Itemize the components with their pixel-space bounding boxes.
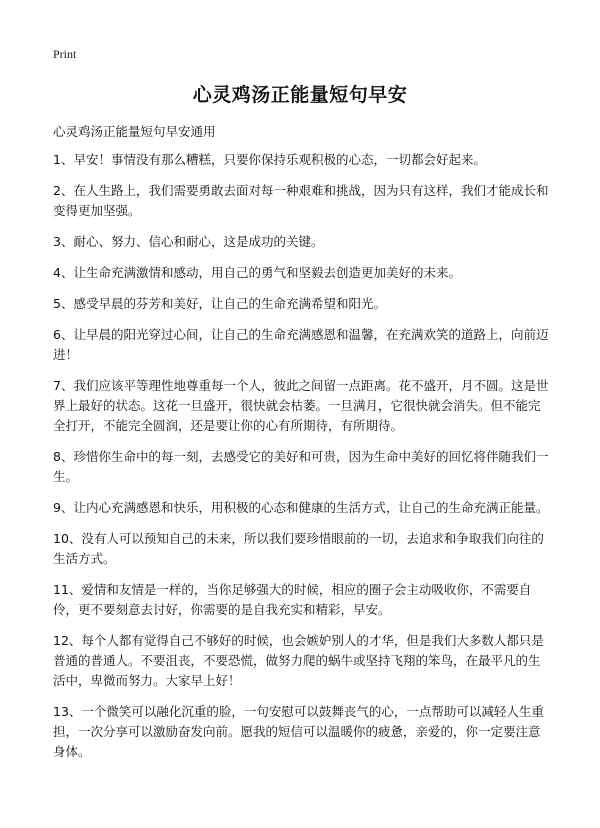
list-item: 11、爱情和友情是一样的，当你足够强大的时候，相应的圈子会主动吸收你，不需要自伶，更不要刻意去讨好，你需要的是自我充实和精彩，早安。 — [53, 582, 532, 617]
print-link[interactable]: Print — [53, 47, 77, 61]
list-item: 9、让内心充满感恩和快乐，用积极的心态和健康的生活方式，让自己的生命充满正能量。 — [53, 500, 549, 515]
list-item: 7、我们应该平等理性地尊重每一个人，彼此之间留一点距离。花不盛开，月不圆。这是世界上最好的状态。这花一旦盛开，很快就会枯萎。一旦满月，它很快就会消失。但不能完全打开，不能完全圆润，还是要让你的心有所期待，有所期待。 — [53, 378, 549, 433]
list-item: 8、珍惜你生命中的每一刻，去感受它的美好和可贵，因为生命中美好的回忆将伴随我们一生。 — [53, 449, 549, 484]
list-item: 2、在人生路上，我们需要勇敢去面对每一种艰难和挑战，因为只有这样，我们才能成长和变得更加坚强。 — [53, 183, 549, 218]
list-item: 6、让早晨的阳光穿过心间，让自己的生命充满感恩和温馨，在充满欢笑的道路上，向前迈进！ — [53, 327, 549, 362]
list-item: 13、一个微笑可以融化沉重的脸，一句安慰可以鼓舞丧气的心，一点帮助可以减轻人生重担，一次分享可以激励奋发向前。愿我的短信可以温暖你的疲惫，亲爱的，你一定要注意身体。 — [53, 704, 544, 759]
list-item: 4、让生命充满激情和感动，用自己的勇气和坚毅去创造更加美好的未来。 — [53, 265, 461, 280]
list-item: 3、耐心、努力、信心和耐心，这是成功的关键。 — [53, 234, 324, 249]
document-subtitle: 心灵鸡汤正能量短句早安通用 — [53, 124, 216, 139]
list-item: 10、没有人可以预知自己的未来，所以我们要珍惜眼前的一切，去追求和争取我们向往的生活方式。 — [53, 531, 544, 566]
quote-list — [53, 150, 549, 773]
list-item: 5、感受早晨的芬芳和美好，让自己的生命充满希望和阳光。 — [53, 296, 386, 311]
page-title: 心灵鸡汤正能量短句早安 — [192, 84, 408, 106]
list-item: 12、每个人都有觉得自己不够好的时候，也会嫉妒别人的才华，但是我们大多数人都只是普通的普通人。不要沮丧，不要恐慌，做努力爬的蜗牛或坚持飞翔的笨鸟，在最平凡的生活中，卑微而努力。大家早上好！ — [53, 633, 544, 688]
list-item: 1、早安！事情没有那么糟糕，只要你保持乐观积极的心态，一切都会好起来。 — [53, 152, 486, 167]
